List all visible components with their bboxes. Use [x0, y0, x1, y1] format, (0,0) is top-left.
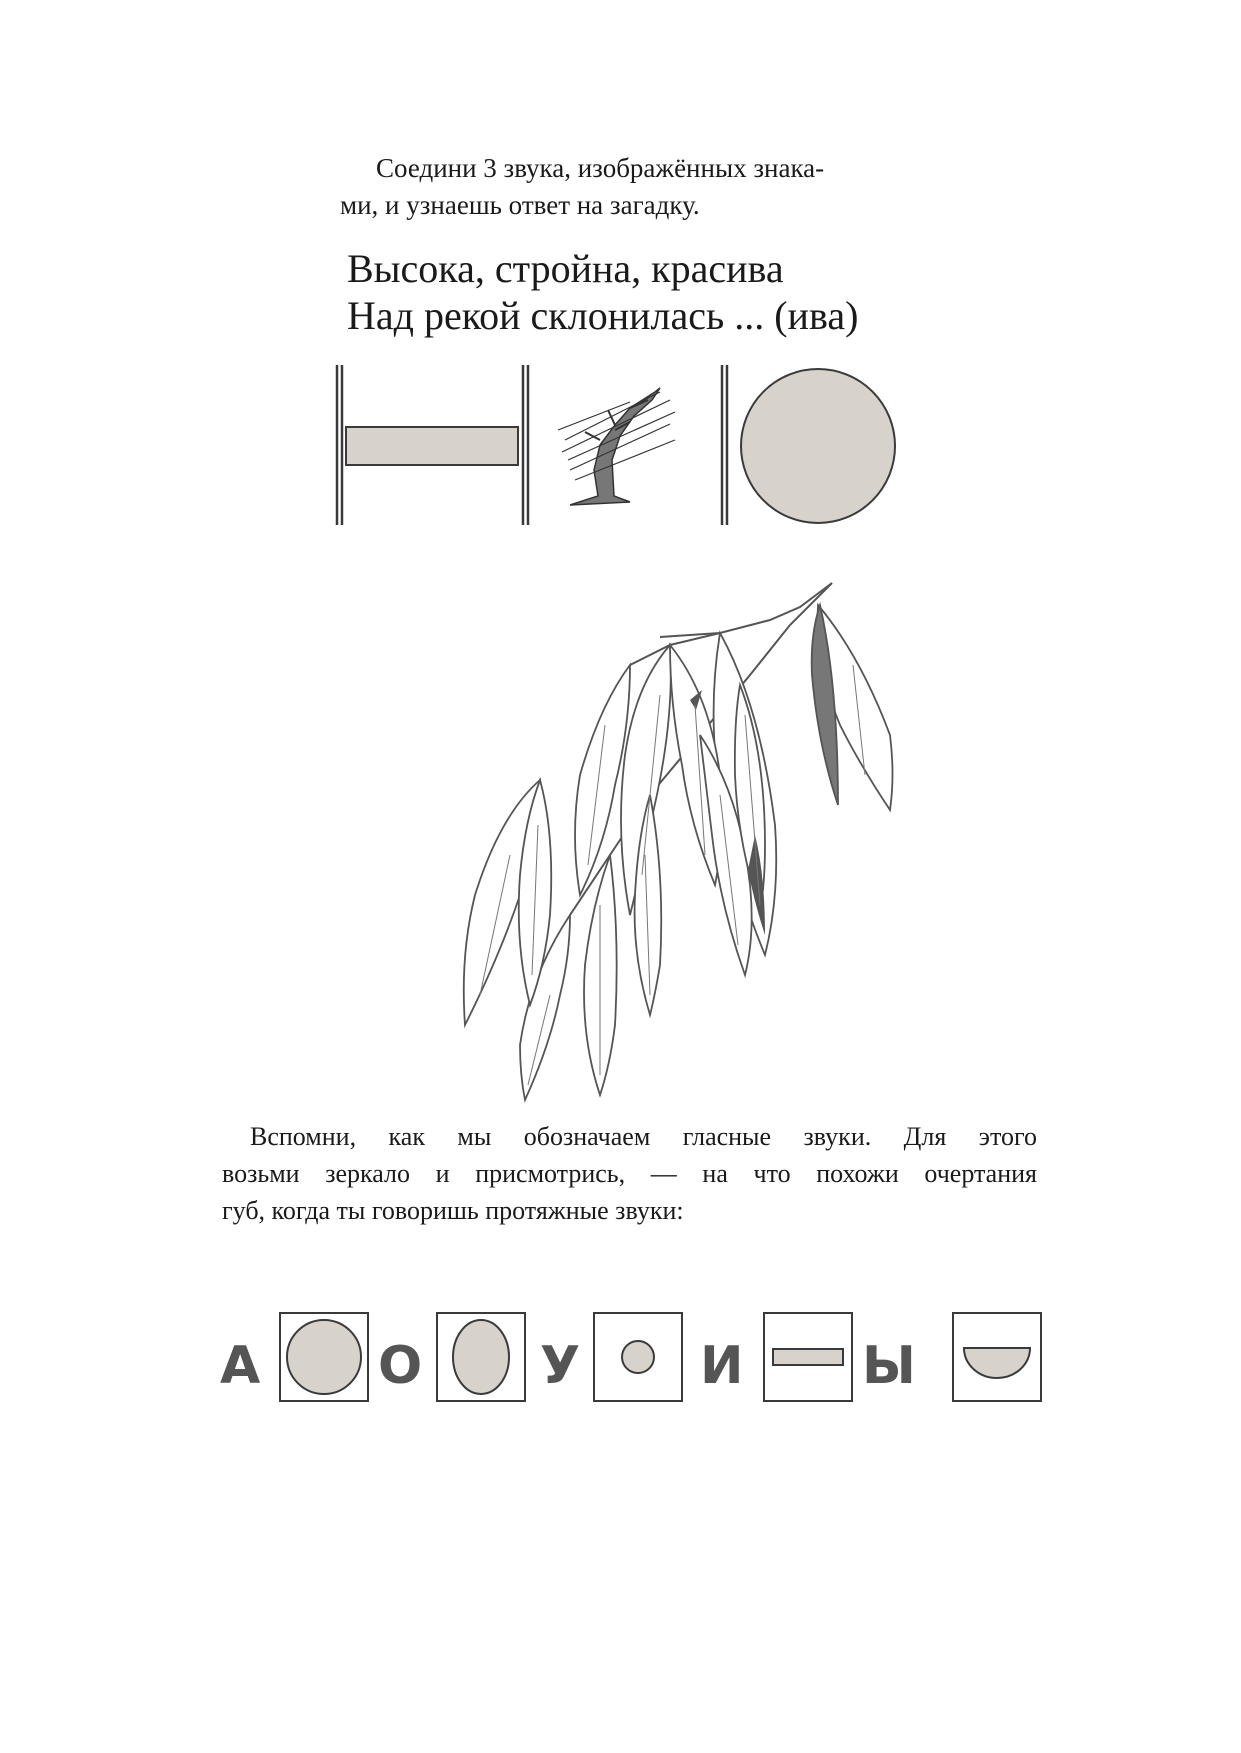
- small-circle-icon: [622, 1341, 654, 1373]
- horizontal-bar-icon: [773, 1349, 843, 1365]
- vowel-symbol-u: [593, 1312, 683, 1402]
- instruction-line-2: ми, и узнаешь ответ на загадку.: [340, 190, 700, 220]
- riddle-symbols: [330, 360, 910, 530]
- horizontal-bar-icon: [346, 427, 518, 465]
- instruction-line-1: Соедини 3 звука, изображённых знака-: [376, 153, 825, 183]
- paragraph-line-1: Вспомни, как мы обозначаем гласные звуки. Для этого: [250, 1122, 1037, 1151]
- vowel-letter-i: И: [700, 1336, 744, 1396]
- large-circle-icon: [741, 369, 895, 523]
- large-circle-icon: [287, 1320, 361, 1394]
- instruction-text: [340, 150, 900, 224]
- vowel-symbol-a: [279, 1312, 369, 1402]
- riddle: [347, 245, 858, 339]
- riddle-line-1: Высока, стройна, красива: [347, 246, 784, 291]
- paragraph-line-3: губ, когда ты говоришь протяжные звуки:: [222, 1196, 684, 1225]
- riddle-line-2: Над рекой склонилась ... (ива): [347, 293, 859, 338]
- vowel-letter-y: Ы: [862, 1336, 916, 1396]
- vowel-letter-a: А: [220, 1336, 261, 1396]
- paragraph-line-2: возьми зеркало и присмотрись, — на что похожи очертания: [222, 1159, 1037, 1188]
- vowel-symbol-y: [952, 1312, 1042, 1402]
- vowel-symbol-i: [763, 1312, 853, 1402]
- willow-branch-illustration: [420, 575, 920, 1115]
- tree-wind-icon: [558, 388, 675, 505]
- vowel-letter-o: О: [378, 1336, 423, 1396]
- vowel-instruction-paragraph: [222, 1118, 1037, 1229]
- vowel-letter-u: У: [540, 1336, 581, 1396]
- oval-icon: [453, 1320, 509, 1394]
- vowel-symbol-o: [436, 1312, 526, 1402]
